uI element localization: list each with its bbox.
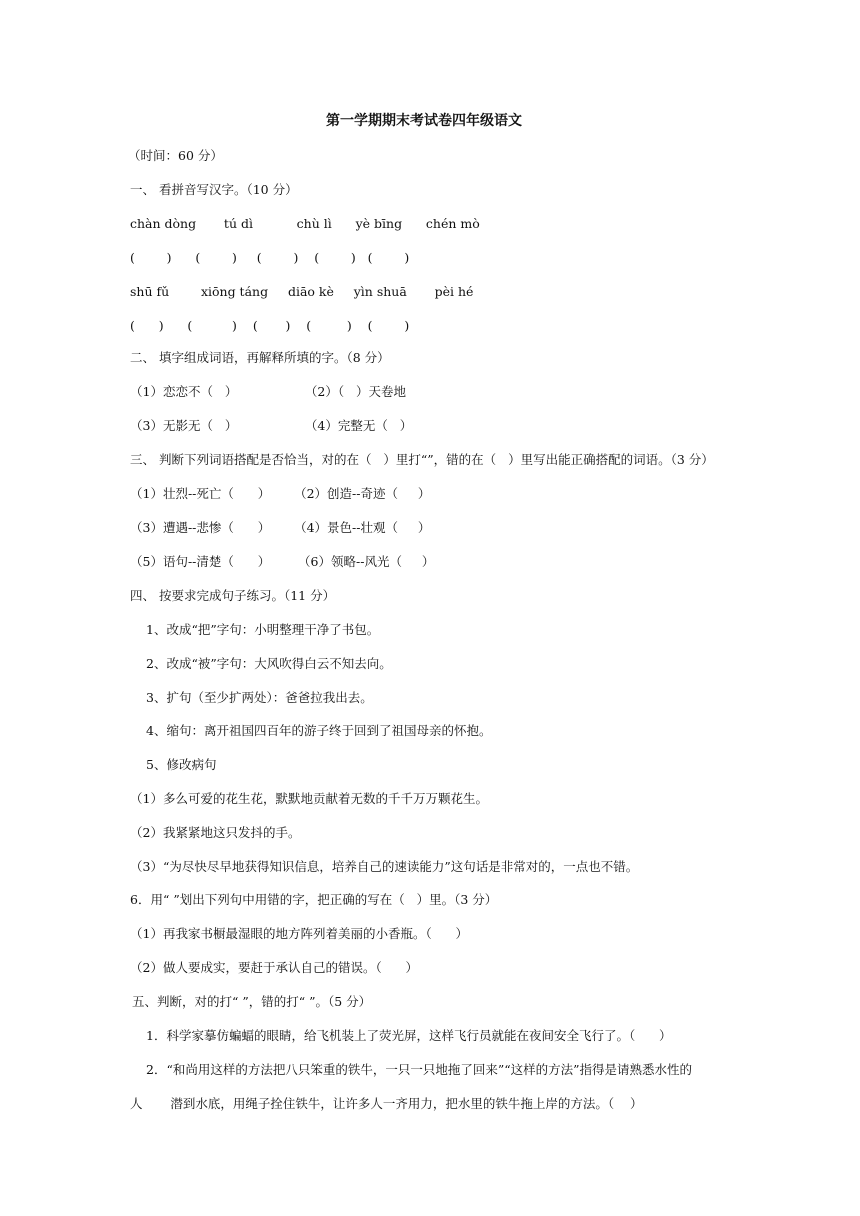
section1-heading: 一、 看拼音写汉字。（10 分） bbox=[130, 182, 298, 197]
pinyin-row-1: chàn dòng tú dì chù lì yè bīng chén mò bbox=[130, 216, 480, 231]
section4-item-6-sub-2: （2）做人要成实，要赶于承认自己的错误。（ ） bbox=[130, 960, 419, 975]
section4-item-6-sub-1: （1）再我家书橱最湿眼的地方阵列着美丽的小香瓶。（ ） bbox=[130, 926, 469, 941]
section2-row-1: （1）恋恋不（ ） （2）（ ）天卷地 bbox=[130, 384, 407, 399]
time-note: （时间：60 分） bbox=[128, 148, 223, 163]
section4-sub-1: （1）多么可爱的花生花，默默地贡献着无数的千千万万颗花生。 bbox=[130, 791, 488, 806]
section2-heading: 二、 填字组成词语，再解释所填的字。（8 分） bbox=[130, 350, 390, 365]
section5-item-1: 1．科学家摹仿蝙蝠的眼睛，给飞机装上了荧光屏，这样飞行员就能在夜间安全飞行了。（ ） bbox=[146, 1028, 672, 1043]
section4-sub-3: （3）“为尽快尽早地获得知识信息，培养自己的速读能力”这句话是非常对的，一点也不错。 bbox=[130, 859, 639, 874]
section4-heading: 四、 按要求完成句子练习。（11 分） bbox=[130, 588, 336, 603]
section4-item-5: 5、修改病句 bbox=[146, 757, 217, 772]
answer-brackets-row-1: ( ) ( ) ( ) ( ) ( ) bbox=[130, 250, 410, 265]
section5-item-2-line-1: 2．“和尚用这样的方法把八只笨重的铁牛，一只一只地拖了回来”“这样的方法”指得是请熟悉水性的 bbox=[146, 1062, 693, 1077]
answer-brackets-row-2: ( ) ( ) ( ) ( ) ( ) bbox=[130, 318, 410, 333]
section3-row-3: （5）语句--清楚（ ） （6）领略--风光（ ） bbox=[130, 554, 435, 569]
section3-row-1: （1）壮烈--死亡（ ） （2）创造--奇迹（ ） bbox=[130, 486, 431, 501]
section4-sub-2: （2）我紧紧地这只发抖的手。 bbox=[130, 825, 301, 840]
section5-heading: 五、判断，对的打“ ”，错的打“ ”。（5 分） bbox=[132, 994, 372, 1009]
section2-row-2: （3）无影无（ ） （4）完整无（ ） bbox=[130, 418, 413, 433]
section4-item-6: 6．用“ ”划出下列句中用错的字，把正确的写在（ ）里。（3 分） bbox=[130, 892, 498, 907]
section3-row-2: （3）遭遇--悲惨（ ） （4）景色--壮观（ ） bbox=[130, 520, 431, 535]
section4-item-2: 2、改成“被”字句：大风吹得白云不知去向。 bbox=[146, 656, 392, 671]
section4-item-1: 1、改成“把”字句：小明整理干净了书包。 bbox=[146, 622, 380, 637]
section4-item-4: 4、缩句：离开祖国四百年的游子终于回到了祖国母亲的怀抱。 bbox=[146, 723, 492, 738]
section5-item-2-line-2: 人 潜到水底，用绳子拴住铁牛，让许多人一齐用力，把水里的铁牛拖上岸的方法。（ ） bbox=[130, 1096, 643, 1111]
pinyin-row-2: shū fǔ xiōng táng diāo kè yìn shuā pèi hé bbox=[130, 284, 474, 299]
section4-item-3: 3、扩句（至少扩两处）：爸爸拉我出去。 bbox=[146, 690, 373, 705]
page-title: 第一学期期末考试卷四年级语文 bbox=[326, 113, 522, 129]
section3-heading: 三、 判断下列词语搭配是否恰当，对的在（ ）里打“”，错的在（ ）里写出能正确搭配的词语。（3 分） bbox=[130, 452, 714, 467]
